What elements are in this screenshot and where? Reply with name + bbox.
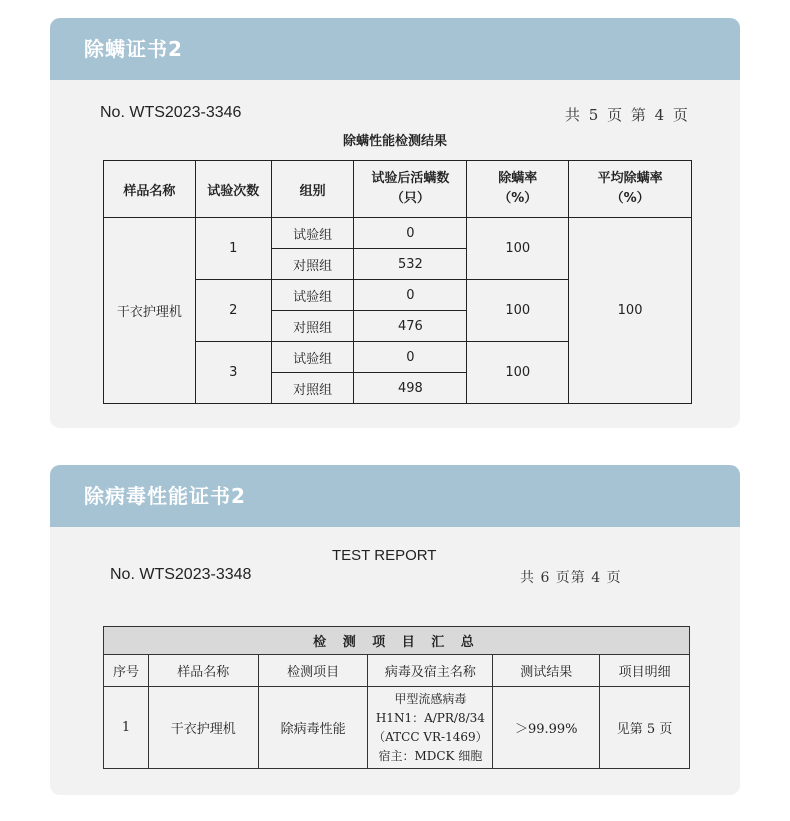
count-cell: 532 [354, 249, 467, 280]
sample-name-cell: 干衣护理机 [104, 218, 196, 404]
table-row [104, 218, 692, 249]
group-cell: 对照组 [271, 311, 354, 342]
virus-host-cell: 甲型流感病毒 H1N1：A/PR/8/34 （ATCC VR-1469） 宿主：MDCK 细胞 [368, 687, 493, 769]
column-header: 序号 [104, 655, 149, 687]
virus-certificate-card [50, 465, 740, 795]
group-cell: 试验组 [271, 280, 354, 311]
column-header: 平均除螨率 （%） [569, 161, 692, 218]
virus-page-info: 共 6 页第 4 页 [520, 570, 622, 586]
test-result-cell: ＞99.99% [493, 687, 600, 769]
average-rate-cell: 100 [569, 218, 692, 404]
virus-report-number: No. WTS2023-3348 [110, 566, 252, 583]
count-cell: 0 [354, 342, 467, 373]
mite-certificate-card [50, 18, 740, 428]
count-cell: 498 [354, 373, 467, 404]
table-row [104, 687, 690, 769]
test-item-cell: 除病毒性能 [258, 687, 368, 769]
column-header: 组别 [271, 161, 354, 218]
table-header-row [104, 655, 690, 687]
mite-table-title: 除螨性能检测结果 [342, 134, 447, 149]
rate-cell: 100 [467, 342, 569, 404]
test-report-title: TEST REPORT [332, 547, 437, 564]
mite-page-info: 共 5 页 第 4 页 [565, 106, 690, 124]
count-cell: 476 [354, 311, 467, 342]
trial-number-cell: 1 [195, 218, 271, 280]
rate-cell: 100 [467, 280, 569, 342]
group-cell: 试验组 [271, 342, 354, 373]
count-cell: 0 [354, 280, 467, 311]
count-cell: 0 [354, 218, 467, 249]
item-detail-cell: 见第 5 页 [600, 687, 690, 769]
mite-certificate-header: 除螨证书2 [50, 18, 740, 80]
mite-report-number: No. WTS2023-3346 [100, 104, 242, 121]
table-header-row [104, 161, 692, 218]
summary-title: 检 测 项 目 汇 总 [104, 627, 690, 655]
row-number-cell: 1 [104, 687, 149, 769]
virus-certificate-header: 除病毒性能证书2 [50, 465, 740, 527]
sample-name-cell: 干衣护理机 [148, 687, 258, 769]
trial-number-cell: 2 [195, 280, 271, 342]
rate-cell: 100 [467, 218, 569, 280]
column-header: 试验次数 [195, 161, 271, 218]
virus-summary-table [103, 626, 690, 769]
column-header: 项目明细 [600, 655, 690, 687]
mite-results-table [103, 160, 692, 404]
column-header: 测试结果 [493, 655, 600, 687]
column-header: 病毒及宿主名称 [368, 655, 493, 687]
column-header: 样品名称 [148, 655, 258, 687]
column-header: 样品名称 [104, 161, 196, 218]
trial-number-cell: 3 [195, 342, 271, 404]
group-cell: 试验组 [271, 218, 354, 249]
summary-title-row [104, 627, 690, 655]
column-header: 除螨率 （%） [467, 161, 569, 218]
group-cell: 对照组 [271, 249, 354, 280]
column-header: 检测项目 [258, 655, 368, 687]
column-header: 试验后活螨数 （只） [354, 161, 467, 218]
group-cell: 对照组 [271, 373, 354, 404]
